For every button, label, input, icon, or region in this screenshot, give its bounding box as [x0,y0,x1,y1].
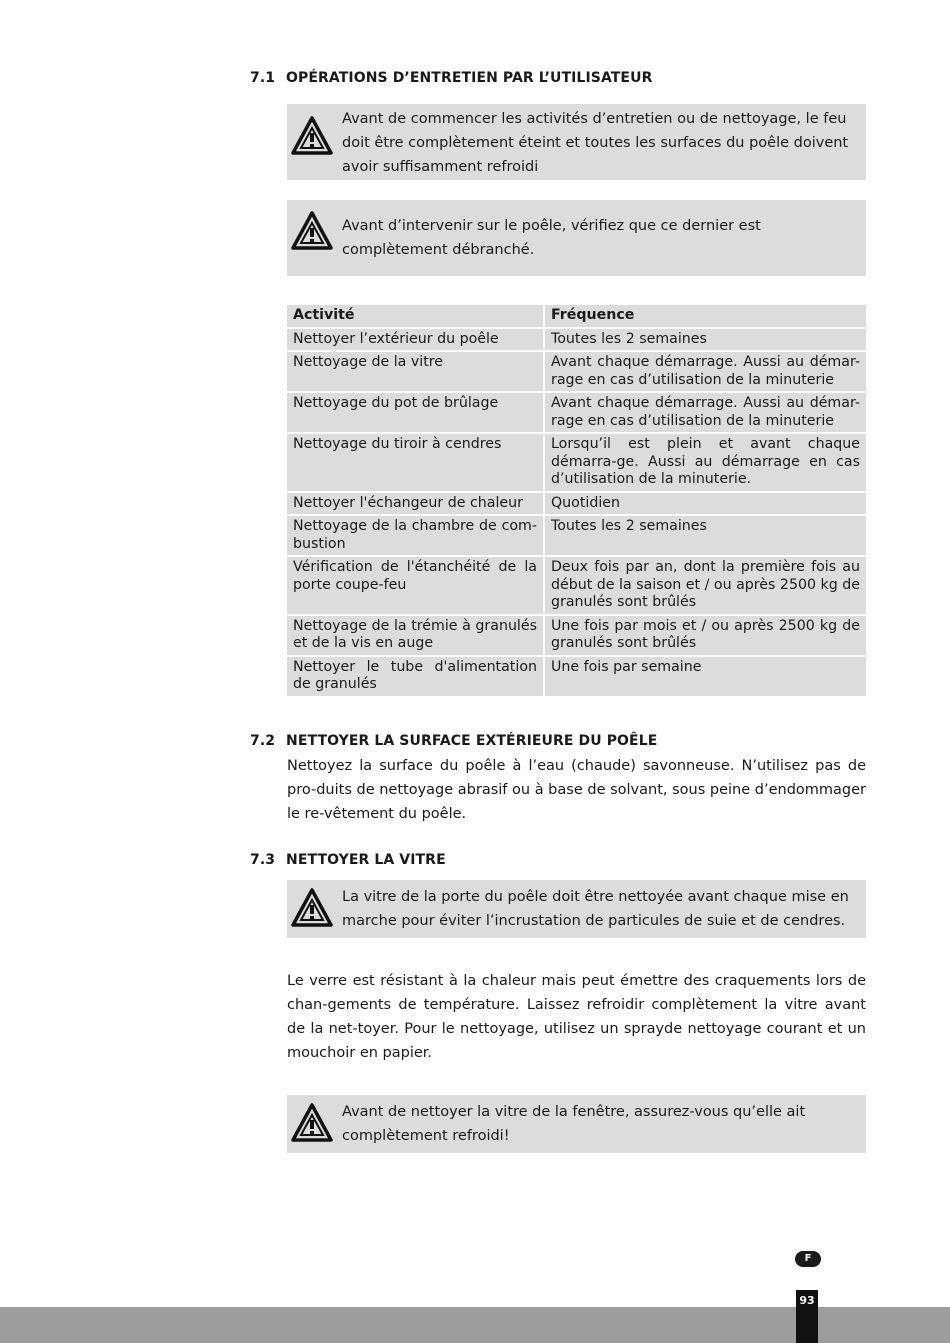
frequency-cell: Une fois par semaine [545,657,866,698]
warning-triangle-icon [291,210,333,252]
warning-triangle-icon [291,115,333,157]
section-7-3-paragraph: Le verre est résistant à la chaleur mais peut émettre des craquements lors de chan-gements de température. Laissez refroidir complètement la vitre avant de la net-toyer. Pour le nettoyage, utilisez un sprayde nettoyage courant et un mouchoir en papier. [287,973,866,1061]
frequency-cell: Une fois par mois et / ou après 2500 kg de granulés sont brûlés [545,616,866,657]
section-7-2-heading [250,733,657,749]
frequency-cell: Toutes les 2 semaines [545,329,866,353]
activity-cell: Nettoyer l'échangeur de chaleur [287,493,545,517]
warning-triangle-icon [291,1102,333,1144]
activity-cell: Nettoyer l’extérieur du poêle [287,329,545,353]
section-title: NETTOYER LA VITRE [286,852,446,868]
frequency-cell: Lorsqu’il est plein et avant chaque démarra-ge. Aussi au démarrage en cas d’utilisation de la minuterie. [545,434,866,493]
section-7-1-heading [250,70,652,86]
header-frequency: Fréquence [545,305,866,329]
warning-box-1 [287,104,866,180]
table-row [287,393,866,434]
warning-triangle-icon [291,887,333,929]
activity-cell: Vérification de l'étanchéité de la porte coupe-feu [287,557,545,616]
frequency-cell: Avant chaque démarrage. Aussi au démar-rage en cas d’utilisation de la minuterie [545,393,866,434]
table-row [287,493,866,517]
frequency-cell: Deux fois par an, dont la première fois au début de la saison et / ou après 2500 kg de granulés sont brûlés [545,557,866,616]
warning-box-2 [287,200,866,276]
activity-cell: Nettoyage de la chambre de com-bustion [287,516,545,557]
activity-cell: Nettoyage de la trémie à granulés et de la vis en auge [287,616,545,657]
frequency-cell: Avant chaque démarrage. Aussi au démar-rage en cas d’utilisation de la minuterie [545,352,866,393]
table-header-row [287,305,866,329]
table-row [287,434,866,493]
section-number: 7.2 [250,733,276,749]
section-title: OPÉRATIONS D’ENTRETIEN PAR L’UTILISATEUR [286,70,653,86]
page-number: 93 [796,1290,818,1343]
warning-text: Avant de nettoyer la vitre de la fenêtre, assurez-vous qu’elle ait complètement refroidi! [342,1104,806,1144]
frequency-cell: Quotidien [545,493,866,517]
activity-cell: Nettoyage du tiroir à cendres [287,434,545,493]
section-7-2-paragraph: Nettoyez la surface du poêle à l’eau (chaude) savonneuse. N’utilisez pas de pro-duits de nettoyage abrasif ou à base de solvant, sous peine d’endommager le re-vêtement du poêle. [287,758,866,822]
warning-text: La vitre de la porte du poêle doit être nettoyée avant chaque mise en marche pour éviter l’incrustation de particules de suie et de cendres. [342,889,849,929]
section-title: NETTOYER LA SURFACE EXTÉRIEURE DU POÊLE [286,733,658,749]
activity-cell: Nettoyer le tube d'alimentation de granulés [287,657,545,698]
maintenance-frequency-table [287,305,866,698]
frequency-cell: Toutes les 2 semaines [545,516,866,557]
section-number: 7.1 [250,70,276,86]
table-row [287,516,866,557]
table-row [287,557,866,616]
activity-cell: Nettoyage du pot de brûlage [287,393,545,434]
table-row [287,329,866,353]
table-row [287,657,866,698]
warning-box-4 [287,1095,866,1153]
activity-cell: Nettoyage de la vitre [287,352,545,393]
warning-box-3 [287,880,866,938]
table-row [287,352,866,393]
section-number: 7.3 [250,852,276,868]
language-badge: F [795,1251,821,1267]
section-7-3-heading [250,852,446,868]
warning-text: Avant de commencer les activités d’entretien ou de nettoyage, le feu doit être complètement éteint et toutes les surfaces du poêle doivent avoir suffisamment refroidi [342,111,849,175]
header-activity: Activité [287,305,545,329]
warning-text: Avant d’intervenir sur le poêle, vérifiez que ce dernier est complètement débranché. [342,218,761,258]
table-row [287,616,866,657]
